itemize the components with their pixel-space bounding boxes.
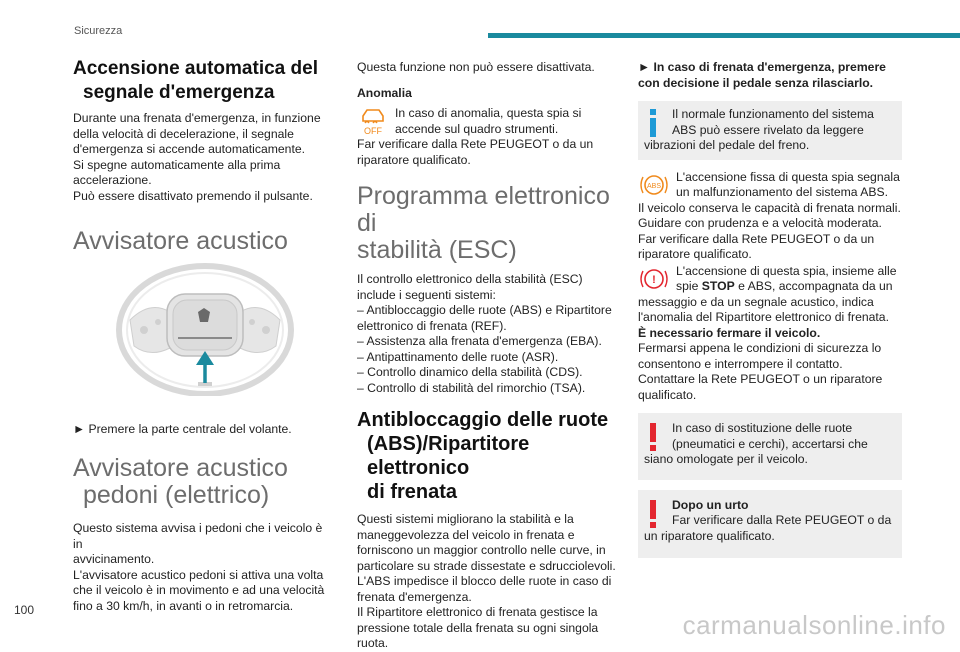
heading-emergency-signal: Accensione automatica del segnale d'emergenza bbox=[73, 58, 318, 103]
info-panel: Il normale funzionamento del sistema ABS può essere rivelato da leggere vibrazioni del pedale del freno. bbox=[638, 101, 902, 160]
heading-esc: Programma elettronico di stabilità (ESC) bbox=[357, 182, 610, 264]
anomalia-heading: Anomalia bbox=[357, 85, 412, 100]
svg-text:OFF: OFF bbox=[364, 126, 382, 136]
section-title: Sicurezza bbox=[74, 25, 123, 37]
column-1 bbox=[73, 57, 335, 255]
column-3: ► In caso di frenata d'emergenza, premere con decisione il pedale senza rilasciarlo. Il normale funzionamento del sistema ABS può essere rivelato da leggere vibrazioni del pedale del freno. ABS L'accensione fissa di questa spia segnala un malfunzionamento del sistema ABS. Il veicolo conserva le capacità di frenata normali. Guidare con prudenza e a velocità moderata. Far verificare dalla Rete PEUGEOT o da un riparatore qualificato. ! L'accensione di questa spia, insieme alle spie STOP e ABS, accompagnata da un messaggio e da un segnale acustico, indica l'anomalia del Ripartitore elettronico di frenata. È necessario fermare il veicolo. Fermarsi appena le condizioni di sicurezza lo consentono e interrompere il contatto. Contattare la Rete PEUGEOT o un riparatore qualificato. In caso di sostituzione delle ruote (pneumatici e cerchi), accertarsi che siano omologate per il veicolo. Dopo un urto Far verificare dalla Rete PEUGEOT o da un riparatore qualificato. bbox=[638, 60, 902, 558]
header-accent-bar bbox=[488, 33, 960, 38]
abs-warning-icon bbox=[638, 170, 670, 200]
heading-horn: Avvisatore acustico bbox=[73, 227, 288, 255]
horn-step: ► Premere la parte centrale del volante. bbox=[73, 422, 292, 436]
pedestrian-text: Questo sistema avvisa i pedoni che i veicolo è in avvicinamento. L'avvisatore acustico pedoni si attiva una volta che il veicolo è in movimento e ad una velocità fino a 30 km/h, in avanti o in retromarcia. bbox=[73, 521, 325, 613]
brake-warning-block: ! L'accensione di questa spia, insieme alle spie STOP e ABS, accompagnata da un messaggio e da un segnale acustico, indica l'anomalia del Ripartitore elettronico di frenata. È necessario fermare il veicolo. Fermarsi appena le condizioni di sicurezza lo consentono e interrompere il contatto. Contattare la Rete PEUGEOT o un riparatore qualificato. bbox=[638, 263, 897, 402]
abs-warning-block: ABS L'accensione fissa di questa spia segnala un malfunzionamento del sistema ABS. Il veicolo conserva le capacità di frenata normali. Guidare con prudenza e a velocità moderata. Far verificare dalla Rete PEUGEOT o da un riparatore qualificato. bbox=[638, 169, 901, 261]
svg-text:ABS: ABS bbox=[646, 182, 662, 190]
emergency-text: Durante una frenata d'emergenza, in funzione della velocità di decelerazione, il segnale d'emergenza si accende automaticamente. Si spegne automaticamente alla prima accelerazione. Può essere disattivato premendo il pulsante. bbox=[73, 111, 321, 203]
column-2: Questa funzione non può essere disattivata. Anomalia OFF In caso di anomalia, questa spia si accende sul quadro strumenti. Far verificare dalla Rete PEUGEOT o da un riparatore qualificato. Programma elettronico di stabilità (ESC) Il controllo elettronico della stabilità (ESC) include i seguenti sistemi: – Antibloccaggio delle ruote (ABS) e Ripartitore elettronico di frenata (REF). – Assistenza alla frenata d'emergenza (EBA). – Antipattinamento delle ruote (ASR). – Controllo dinamico della stabilità (CDS). – Controllo di stabilità del rimorchio (TSA). Antibloccaggio delle ruote (ABS)/Ripartitore elettronico di frenata Questi sistemi migliorano la stabilità e la maneggevolezza del veicolo in frenata e forniscono un maggior controllo nelle curve, in particolare su strade dissestate e sdrucciolevoli. L'ABS impedisce il blocco delle ruote in caso di frenata d'emergenza. Il Ripartitore elettronico di frenata gestisce la pressione totale della frenata su ogni singola ruota. bbox=[357, 60, 620, 652]
info-icon bbox=[646, 109, 660, 137]
brake-warning-icon bbox=[638, 264, 670, 294]
column-1-lower bbox=[73, 455, 335, 614]
esc-off-warning-icon bbox=[357, 106, 389, 136]
heading-pedestrian-horn: Avvisatore acustico pedoni (elettrico) bbox=[73, 454, 288, 509]
page-number: 100 bbox=[14, 603, 35, 617]
steering-wheel-illustration bbox=[110, 250, 300, 396]
emergency-braking-step: ► In caso di frenata d'emergenza, premere bbox=[638, 60, 886, 74]
warning-exclamation-icon bbox=[648, 500, 658, 528]
wheel-replacement-note: In caso di sostituzione delle ruote (pneumatici e cerchi), accertarsi che siano omologate per il veicolo. bbox=[638, 413, 902, 480]
warning-exclamation-icon bbox=[648, 423, 658, 451]
abs-text: Questi sistemi migliorano la stabilità e la maneggevolezza del veicolo in frenata e forniscono un maggior controllo nelle curve, in particolare su strade dissestate e sdrucciolevoli. L'ABS impedisce il blocco delle ruote in caso di frenata d'emergenza. Il Ripartitore elettronico di frenata gestisce la pressione totale della frenata su ogni singola ruota. bbox=[357, 512, 616, 650]
esc-text: Il controllo elettronico della stabilità (ESC) include i seguenti sistemi: – Antibloccaggio delle ruote (ABS) e Ripartitore elettronico di frenata (REF). – Assistenza alla frenata d'emergenza (EBA). – Antipattinamento delle ruote (ASR). – Controllo dinamico della stabilità (CDS). – Controllo di stabilità del rimorchio (TSA). bbox=[357, 272, 612, 395]
svg-text:!: ! bbox=[652, 273, 656, 286]
after-impact-note: Dopo un urto Far verificare dalla Rete PEUGEOT o da un riparatore qualificato. bbox=[638, 490, 902, 559]
heading-abs: Antibloccaggio delle ruote (ABS)/Ripartitore elettronico di frenata bbox=[357, 409, 609, 503]
anomalia-block: OFF In caso di anomalia, questa spia si accende sul quadro strumenti. Far verificare dalla Rete PEUGEOT o da un riparatore qualificato. bbox=[357, 106, 594, 167]
watermark: carmanualsonline.info bbox=[682, 610, 946, 640]
